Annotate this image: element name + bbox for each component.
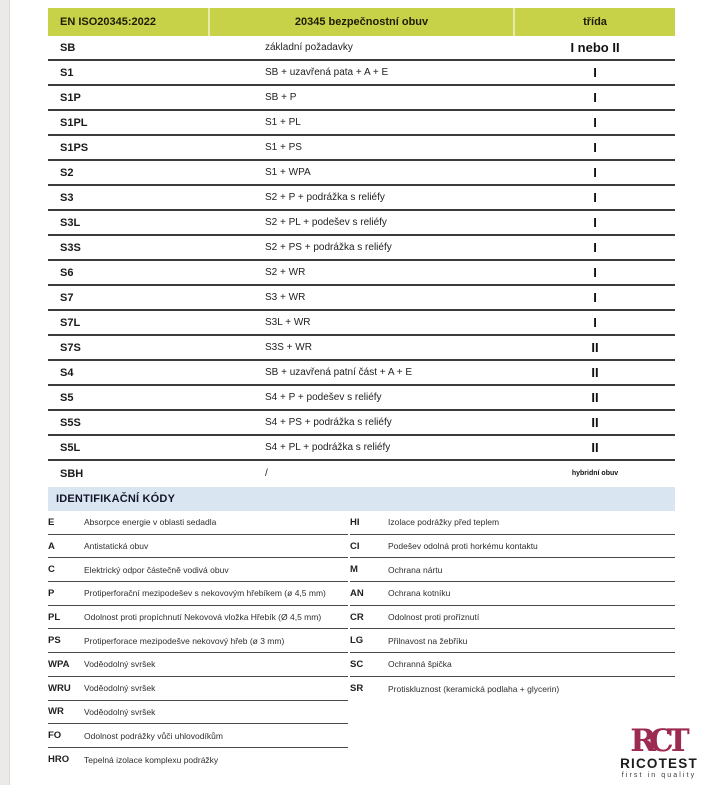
row-class: I	[593, 90, 597, 105]
row-desc: S3 + WR	[265, 292, 306, 303]
header-class: třída	[583, 16, 607, 28]
row-class: I	[593, 315, 597, 330]
row-desc: S3L + WR	[265, 317, 311, 328]
code-desc: Antistatická obuv	[84, 541, 149, 552]
code-key: C	[48, 564, 55, 576]
code-row	[48, 535, 348, 559]
code-key: CR	[350, 611, 364, 623]
row-code: S1P	[60, 91, 81, 104]
code-desc: Protiperforace mezipodešve nekovový hřeb (ø 3 mm)	[84, 635, 285, 646]
code-row	[48, 677, 348, 701]
row-desc: S4 + PS + podrážka s reliéfy	[265, 417, 392, 428]
code-row	[48, 558, 348, 582]
table-row	[48, 136, 675, 161]
row-desc: S1 + WPA	[265, 167, 311, 178]
header-description: 20345 bezpečnostní obuv	[210, 8, 515, 36]
code-desc: Ochrana kotníku	[388, 588, 451, 599]
table-row	[48, 386, 675, 411]
code-key: AN	[350, 587, 364, 599]
row-class: hybridní obuv	[571, 470, 619, 477]
row-desc: S2 + WR	[265, 267, 306, 278]
code-row	[48, 748, 348, 772]
row-desc: S4 + P + podešev s reliéfy	[265, 392, 382, 403]
row-desc: /	[265, 468, 268, 479]
row-desc: S1 + PS	[265, 142, 302, 153]
row-class: I	[593, 190, 597, 205]
identification-codes-title: IDENTIFIKAČNÍ KÓDY	[48, 487, 675, 511]
code-desc: Voděodolný svršek	[84, 659, 156, 670]
code-row	[350, 629, 675, 653]
row-desc: S4 + PL + podrážka s reliéfy	[265, 442, 391, 453]
table-row	[48, 161, 675, 186]
row-class: I	[593, 215, 597, 230]
code-key: WPA	[48, 658, 70, 670]
code-row	[350, 558, 675, 582]
row-desc: S2 + P + podrážka s reliéfy	[265, 192, 385, 203]
table-row	[48, 61, 675, 86]
table-row	[48, 211, 675, 236]
code-row	[350, 582, 675, 606]
row-code: S3L	[60, 216, 81, 229]
row-code: S6	[60, 266, 74, 279]
code-row	[350, 535, 675, 559]
table-header-row	[48, 8, 675, 36]
code-row	[48, 629, 348, 653]
row-code: S2	[60, 166, 74, 179]
code-desc: Protiperforační mezipodešev s nekovovým hřebíkem (ø 4,5 mm)	[84, 588, 326, 599]
row-desc: SB + P	[265, 92, 297, 103]
row-code: SB	[60, 41, 76, 54]
code-desc: Ochranná špička	[388, 659, 452, 670]
code-key: SR	[350, 683, 364, 695]
row-class: I	[593, 115, 597, 130]
logo-name: RICOTEST	[620, 756, 698, 771]
row-class: II	[591, 340, 599, 355]
code-desc: Odolnost proti propíchnutí Nekovová vložka Hřebík (Ø 4,5 mm)	[84, 612, 322, 623]
row-class: I	[593, 65, 597, 80]
code-key: LG	[350, 635, 364, 647]
code-desc: Přilnavost na žebříku	[388, 635, 468, 646]
row-class: I	[593, 140, 597, 155]
safety-footwear-table	[48, 8, 675, 486]
code-row	[48, 724, 348, 748]
code-desc: Protiskluznost (keramická podlaha + glycerin)	[388, 683, 560, 694]
row-code: SBH	[60, 467, 84, 480]
table-row	[48, 261, 675, 286]
code-row	[48, 582, 348, 606]
code-key: SC	[350, 658, 364, 670]
code-key: CI	[350, 540, 360, 552]
row-code: S1PS	[60, 141, 89, 154]
row-desc: S2 + PS + podrážka s reliéfy	[265, 242, 392, 253]
row-desc: S2 + PL + podešev s reliéfy	[265, 217, 387, 228]
code-key: E	[48, 516, 55, 528]
row-class: I nebo II	[570, 40, 620, 55]
code-desc: Odolnost proti proříznutí	[388, 612, 480, 623]
row-class: I	[593, 165, 597, 180]
table-row	[48, 36, 675, 61]
code-desc: Voděodolný svršek	[84, 683, 156, 694]
row-class: II	[591, 365, 599, 380]
code-key: HI	[350, 516, 360, 528]
code-desc: Absorpce energie v oblasti sedadla	[84, 517, 217, 528]
code-key: WR	[48, 706, 64, 718]
table-row	[48, 411, 675, 436]
page-edge-strip	[0, 0, 10, 785]
row-code: S7L	[60, 316, 81, 329]
row-desc: SB + uzavřená patní část + A + E	[265, 367, 413, 378]
code-row	[350, 653, 675, 677]
code-desc: Voděodolný svršek	[84, 706, 156, 717]
row-code: S1PL	[60, 116, 88, 129]
table-row	[48, 186, 675, 211]
row-class: I	[593, 265, 597, 280]
row-class: II	[591, 415, 599, 430]
row-class: I	[593, 290, 597, 305]
code-desc: Izolace podrážky před teplem	[388, 517, 500, 528]
table-row	[48, 286, 675, 311]
code-key: PL	[48, 611, 61, 623]
code-row	[350, 606, 675, 630]
table-row	[48, 361, 675, 386]
row-code: S7S	[60, 341, 81, 354]
code-row	[48, 653, 348, 677]
code-key: HRO	[48, 754, 70, 766]
code-desc: Podešev odolná proti horkému kontaktu	[388, 541, 538, 552]
codes-column-right	[350, 511, 675, 701]
code-row	[48, 511, 348, 535]
table-row	[48, 461, 675, 486]
code-row	[350, 511, 675, 535]
header-standard: EN ISO20345:2022	[48, 8, 210, 36]
logo-tagline: first in quality	[621, 772, 697, 779]
code-row	[350, 677, 675, 701]
table-row	[48, 236, 675, 261]
row-desc: SB + uzavřená pata + A + E	[265, 67, 389, 78]
row-code: S5S	[60, 416, 81, 429]
row-code: S7	[60, 291, 74, 304]
table-row	[48, 111, 675, 136]
row-class: II	[591, 440, 599, 455]
row-class: I	[593, 240, 597, 255]
code-desc: Odolnost podrážky vůči uhlovodíkům	[84, 730, 223, 741]
table-row	[48, 86, 675, 111]
table-row	[48, 336, 675, 361]
code-key: PS	[48, 635, 61, 647]
row-desc: S1 + PL	[265, 117, 301, 128]
code-key: M	[350, 564, 358, 576]
table-row	[48, 436, 675, 461]
row-code: S4	[60, 366, 74, 379]
code-row	[48, 606, 348, 630]
code-desc: Ochrana nártu	[388, 564, 443, 575]
row-desc: S3S + WR	[265, 342, 312, 353]
code-row	[48, 701, 348, 725]
logo-monogram: RCT	[630, 723, 683, 759]
row-code: S5L	[60, 441, 81, 454]
code-key: FO	[48, 730, 62, 742]
table-row	[48, 311, 675, 336]
row-code: S3S	[60, 241, 81, 254]
code-desc: Elektrický odpor částečně vodivá obuv	[84, 564, 229, 575]
code-key: A	[48, 540, 55, 552]
code-key: P	[48, 587, 55, 599]
row-class: II	[591, 390, 599, 405]
row-code: S5	[60, 391, 74, 404]
code-key: WRU	[48, 682, 71, 694]
row-desc: základní požadavky	[265, 42, 353, 53]
ricotest-logo	[613, 723, 705, 780]
row-code: S3	[60, 191, 74, 204]
row-code: S1	[60, 66, 74, 79]
code-desc: Tepelná izolace komplexu podrážky	[84, 754, 219, 765]
codes-column-left	[48, 511, 348, 772]
